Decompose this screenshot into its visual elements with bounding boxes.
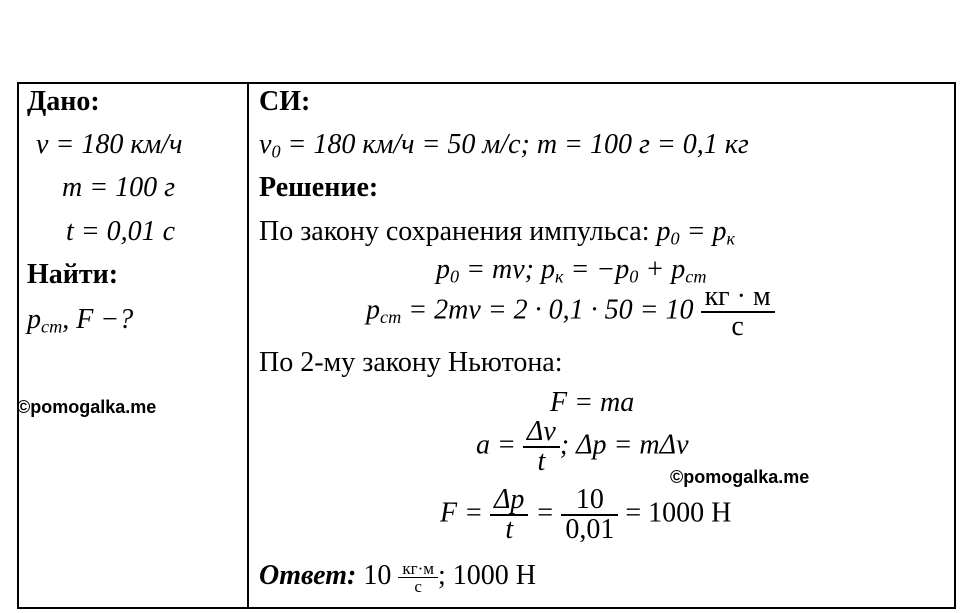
acceleration-fraction: $\frac{\Delta v}{t}$: [523, 418, 560, 476]
force-fraction-2: $\frac{10}{0,01}$: [561, 486, 618, 544]
newton-law-line: По 2-му закону Ньютона:: [259, 347, 563, 378]
momentum-result: $p_{ст} = 2mv = 2 \cdot 0,1 \cdot 50 = 10$ $\frac{кг \cdot м}{с}$: [366, 283, 775, 341]
answer-line: Ответ: 10 $\frac{кг\cdot м}{с}$ ; 1000 Н: [259, 559, 536, 596]
si-conversion: $v_0 = 180$ км/ч = 50 м/с; m = 100 г = 0,1 кг: [259, 129, 749, 162]
given-time: t = 0,01 с: [66, 216, 176, 247]
momentum-unit-fraction: $\frac{кг \cdot м}{с}$: [701, 283, 775, 341]
acceleration-equation: a = $\frac{\Delta v}{t}$ ; Δp = mΔv: [476, 416, 689, 477]
answer-unit-fraction: $\frac{кг\cdot м}{с}$: [398, 560, 438, 595]
given-mass: m = 100 г: [62, 172, 176, 203]
given-velocity: v = 180 км/ч: [36, 129, 183, 160]
si-label: СИ:: [259, 86, 311, 117]
find-values: $p_{ст}$, F −?: [27, 304, 134, 337]
momentum-equation: $p_0$ = mv; $p_к = -p_0 + p_{ст}$: [436, 254, 707, 287]
watermark-left: ©pomogalka.me: [17, 397, 157, 417]
momentum-law-line: По закону сохранения импульса: $p_0 = p_к$: [259, 216, 735, 249]
column-divider: [247, 82, 249, 609]
find-label: Найти:: [27, 259, 119, 290]
given-label: Дано:: [27, 86, 100, 117]
force-result: F = $\frac{\Delta p}{t}$ = $\frac{10}{0,01}$ = 1000 Н: [440, 484, 732, 545]
force-equation: F = ma: [550, 387, 635, 418]
force-fraction-1: $\frac{\Delta p}{t}$: [490, 486, 528, 544]
watermark-right: ©pomogalka.me: [670, 467, 810, 487]
solution-label: Решение:: [259, 172, 379, 203]
